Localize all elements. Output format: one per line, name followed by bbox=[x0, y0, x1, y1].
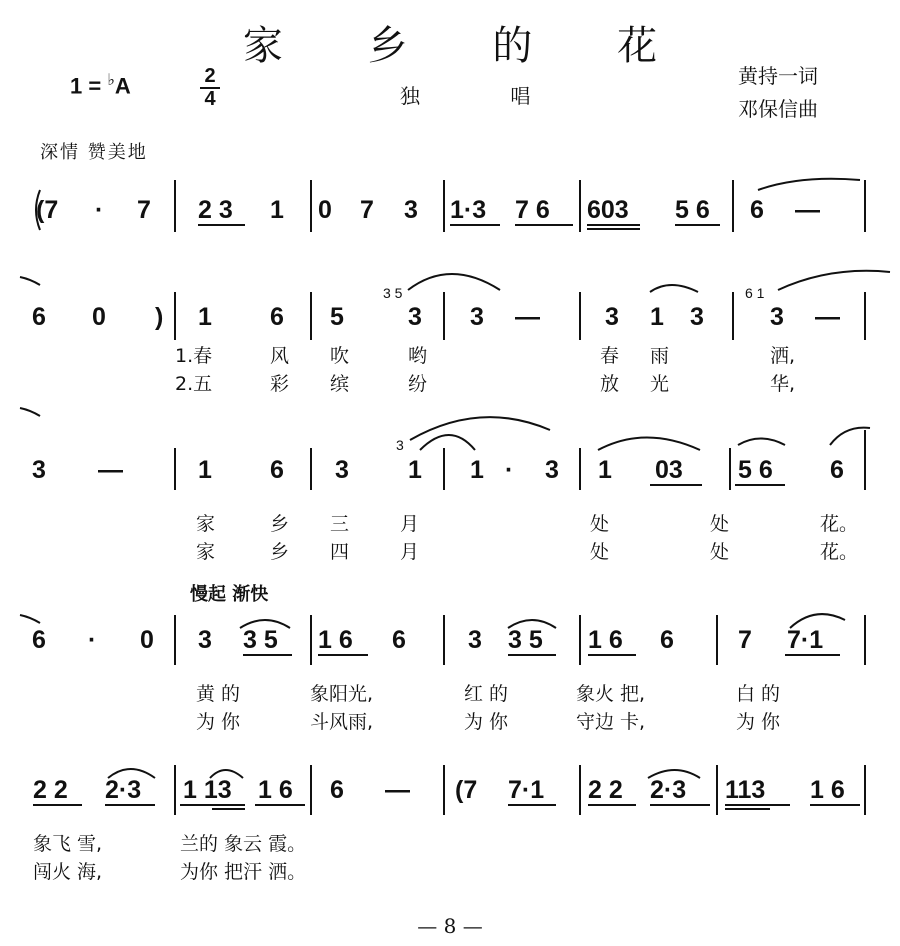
lyric: 处 bbox=[710, 513, 730, 535]
note: 3 bbox=[32, 456, 46, 484]
note-7: 7 bbox=[137, 196, 151, 224]
note: 1 6 bbox=[258, 776, 293, 804]
lyric: 乡 bbox=[270, 541, 290, 563]
note: 1 6 bbox=[810, 776, 845, 804]
note: — bbox=[98, 456, 123, 484]
note: 6 bbox=[270, 456, 284, 484]
note: 1 bbox=[598, 456, 612, 484]
note: 7·1 bbox=[787, 626, 824, 654]
note: 7·1 bbox=[508, 776, 545, 804]
lyric: 守边 卡, bbox=[576, 711, 646, 733]
lyric: 彩 bbox=[270, 373, 290, 395]
note: 3 bbox=[545, 456, 559, 484]
note: 3 5 bbox=[508, 626, 543, 654]
note: 1 6 bbox=[588, 626, 623, 654]
note: 3 bbox=[335, 456, 349, 484]
lyric: 处 bbox=[590, 513, 610, 535]
note-dash: — bbox=[795, 196, 820, 224]
lyric: 四 bbox=[330, 541, 350, 563]
note: — bbox=[815, 303, 840, 331]
lyric: 哟 bbox=[408, 345, 428, 367]
lyric: 乡 bbox=[270, 513, 290, 535]
lyric: 象阳光, bbox=[310, 683, 374, 705]
lyric: 为 你 bbox=[464, 711, 509, 733]
lyric: 放 bbox=[600, 373, 620, 395]
lyric: 洒, bbox=[770, 345, 796, 367]
note: (7 bbox=[455, 776, 478, 804]
note: 6 bbox=[392, 626, 406, 654]
note-1-3: 1·3 bbox=[450, 196, 487, 224]
note: 3 bbox=[470, 303, 484, 331]
lyric: 纷 bbox=[408, 373, 428, 395]
song-title: 家 乡 的 花 bbox=[242, 23, 694, 69]
note: 03 bbox=[655, 456, 683, 484]
note: 5 bbox=[330, 303, 344, 331]
note: 6 bbox=[270, 303, 284, 331]
lyric: 缤 bbox=[330, 373, 350, 395]
note: 3 bbox=[408, 303, 422, 331]
lyric: 花。 bbox=[820, 541, 859, 563]
note-56: 5 6 bbox=[675, 196, 710, 224]
lyric: 华, bbox=[770, 373, 796, 395]
note-7b: 7 bbox=[360, 196, 374, 224]
lyric: 黄 的 bbox=[196, 683, 241, 705]
note: 2·3 bbox=[105, 776, 142, 804]
note: 6 bbox=[830, 456, 844, 484]
note: · bbox=[88, 626, 97, 654]
lyric: 风 bbox=[270, 345, 290, 367]
note: 1 bbox=[198, 456, 212, 484]
note: 3 bbox=[198, 626, 212, 654]
note: 3 bbox=[468, 626, 482, 654]
note: 3 5 bbox=[243, 626, 278, 654]
lyric: 为你 把汗 洒。 bbox=[180, 861, 307, 883]
page-number: — 8 — bbox=[417, 914, 483, 938]
lyric: 三 bbox=[330, 513, 350, 535]
note: 1 6 bbox=[318, 626, 353, 654]
note: ) bbox=[155, 303, 164, 331]
note: 7 bbox=[738, 626, 752, 654]
key-note: A bbox=[114, 73, 131, 99]
note: 3 bbox=[770, 303, 784, 331]
composer: 邓保信曲 bbox=[738, 97, 818, 121]
note: 5 6 bbox=[738, 456, 773, 484]
note: 6 bbox=[660, 626, 674, 654]
lyric: 家 bbox=[196, 541, 216, 563]
note: 1 bbox=[198, 303, 212, 331]
lyric: 象飞 雪, bbox=[33, 833, 103, 855]
note: 2 2 bbox=[588, 776, 623, 804]
note: 6 bbox=[330, 776, 344, 804]
note-open-7: (7 bbox=[36, 196, 59, 224]
meter-top: 2 bbox=[204, 65, 216, 87]
lyric: 处 bbox=[710, 541, 730, 563]
note-23: 2 3 bbox=[198, 196, 233, 224]
lyric: 春 bbox=[600, 345, 620, 367]
note: 0 bbox=[140, 626, 154, 654]
note-76: 7 6 bbox=[515, 196, 550, 224]
lyricist: 黄持一词 bbox=[738, 64, 818, 88]
note: 6 bbox=[32, 626, 46, 654]
grace-note: 3 5 bbox=[383, 285, 403, 301]
lyric: 光 bbox=[650, 373, 670, 395]
performance-mode: 独 唱 bbox=[400, 84, 573, 108]
grace-note: 3 bbox=[396, 437, 404, 453]
note: · bbox=[505, 456, 514, 484]
key-prefix: 1 = bbox=[70, 73, 102, 99]
lyric: 斗风雨, bbox=[310, 711, 374, 733]
lyric: 红 的 bbox=[464, 683, 509, 705]
note: 1 bbox=[470, 456, 484, 484]
lyric: 白 的 bbox=[736, 683, 781, 705]
lyric: 花。 bbox=[820, 513, 859, 535]
note: 113 bbox=[725, 776, 766, 804]
lyric: 1.春 bbox=[175, 345, 213, 367]
note: — bbox=[385, 776, 410, 804]
meter-bottom: 4 bbox=[204, 88, 216, 110]
lyric: 2.五 bbox=[175, 373, 213, 395]
note: 1 13 bbox=[183, 776, 232, 804]
note-3: 3 bbox=[404, 196, 418, 224]
note-603: 603 bbox=[587, 196, 629, 224]
note: 1 bbox=[650, 303, 664, 331]
lyric: 闯火 海, bbox=[33, 861, 103, 883]
note: 0 bbox=[92, 303, 106, 331]
note: 2 2 bbox=[33, 776, 68, 804]
note: 1 bbox=[408, 456, 422, 484]
flat-sign: ♭ bbox=[107, 72, 115, 89]
expression-mark: 深情 赞美地 bbox=[40, 142, 148, 163]
lyric: 为 你 bbox=[196, 711, 241, 733]
lyric: 象火 把, bbox=[576, 683, 646, 705]
lyric: 兰的 象云 霞。 bbox=[180, 833, 307, 855]
grace-note: 6 1 bbox=[745, 285, 765, 301]
lyric: 家 bbox=[196, 513, 216, 535]
note: 2·3 bbox=[650, 776, 687, 804]
lyric: 吹 bbox=[330, 345, 350, 367]
note-0: 0 bbox=[318, 196, 332, 224]
note-6: 6 bbox=[750, 196, 764, 224]
note: 3 bbox=[690, 303, 704, 331]
lyric: 处 bbox=[590, 541, 610, 563]
note: 3 bbox=[605, 303, 619, 331]
note: 6 bbox=[32, 303, 46, 331]
lyric: 月 bbox=[400, 513, 420, 535]
tempo-mark: 慢起 渐快 bbox=[190, 584, 269, 605]
note-1: 1 bbox=[270, 196, 284, 224]
lyric: 雨 bbox=[650, 345, 670, 367]
note-dot: · bbox=[95, 196, 104, 224]
lyric: 月 bbox=[400, 541, 420, 563]
note: — bbox=[515, 303, 540, 331]
lyric: 为 你 bbox=[736, 711, 781, 733]
